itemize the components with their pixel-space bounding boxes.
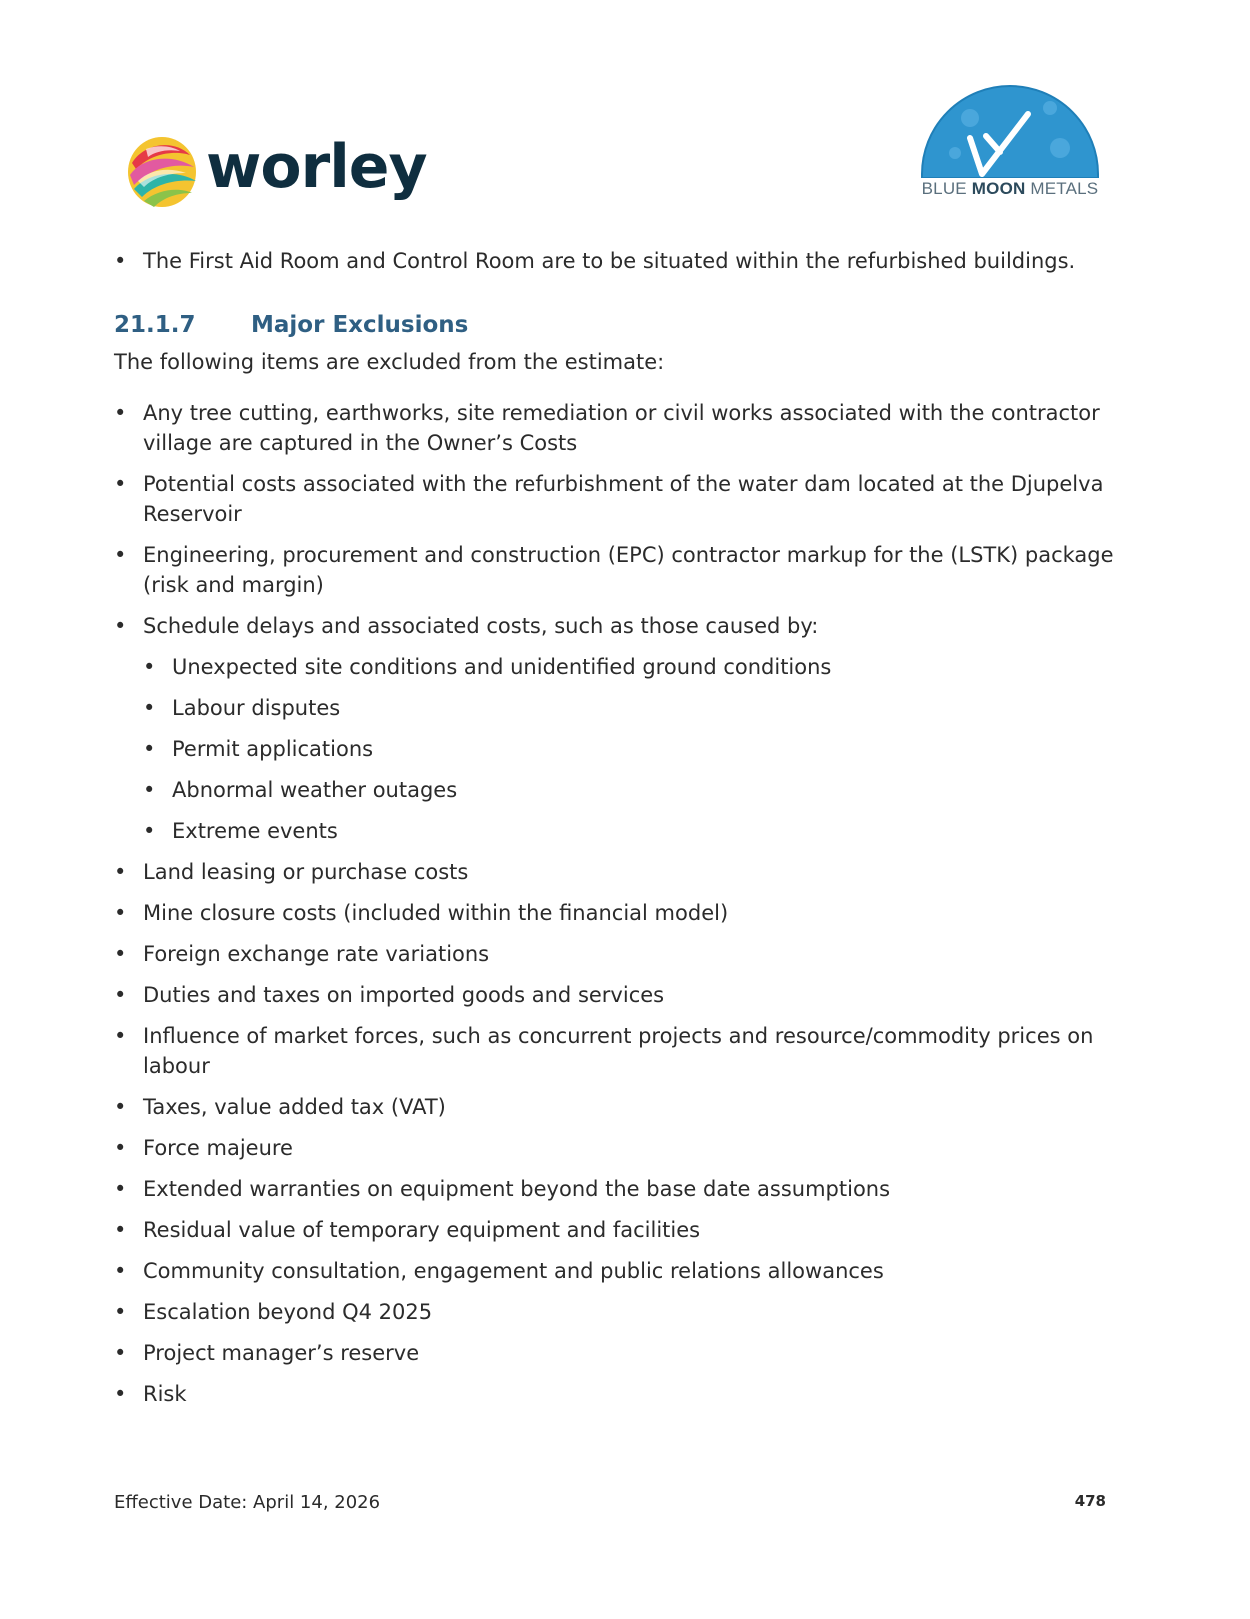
section-title: Major Exclusions: [251, 312, 469, 338]
list-item: • Land leasing or purchase costs: [114, 857, 1124, 887]
exclusions-list: [114, 398, 1124, 1409]
worley-logo-icon: [124, 133, 200, 211]
section-intro: The following items are excluded from the estimate:: [114, 350, 665, 374]
list-item: • Mine closure costs (included within the financial model): [114, 898, 1124, 928]
list-item: • Force majeure: [114, 1133, 1124, 1163]
list-item: • Residual value of temporary equipment and facilities: [114, 1215, 1124, 1245]
page-header: [0, 0, 1250, 230]
blue-moon-metals-logo: [910, 78, 1110, 202]
page-number: 478: [1074, 1492, 1106, 1510]
list-item-text: Schedule delays and associated costs, such as those caused by:: [143, 614, 819, 638]
list-item: • Duties and taxes on imported goods and services: [114, 980, 1124, 1010]
page-content: [114, 246, 1124, 1420]
top-bullet-list: [114, 246, 1124, 276]
worley-logo: [124, 133, 427, 211]
page-footer: [114, 1492, 1104, 1513]
sub-list-item: • Extreme events: [143, 816, 1124, 846]
schedule-delays-sublist: [143, 652, 1124, 846]
section-number: 21.1.7: [114, 312, 196, 338]
blue-moon-metals-text: BLUE MOON METALS: [921, 179, 1099, 198]
list-item: • Project manager’s reserve: [114, 1338, 1124, 1368]
list-item: • The First Aid Room and Control Room are to be situated within the refurbished buildings.: [114, 246, 1124, 276]
worley-wordmark: worley: [206, 132, 427, 202]
sub-list-item: • Permit applications: [143, 734, 1124, 764]
list-item: • Community consultation, engagement and public relations allowances: [114, 1256, 1124, 1286]
sub-list-item: • Abnormal weather outages: [143, 775, 1124, 805]
list-item: • Taxes, value added tax (VAT): [114, 1092, 1124, 1122]
moon-icon: [910, 78, 1110, 178]
effective-date: Effective Date: April 14, 2026: [114, 1492, 381, 1513]
list-item: • Extended warranties on equipment beyond the base date assumptions: [114, 1174, 1124, 1204]
list-item: • Engineering, procurement and construction (EPC) contractor markup for the (LSTK) package (risk and margin): [114, 540, 1124, 600]
list-item: • Potential costs associated with the refurbishment of the water dam located at the Djupelva Reservoir: [114, 469, 1124, 529]
sub-list-item: • Unexpected site conditions and unidentified ground conditions: [143, 652, 1124, 682]
section-heading: [114, 307, 1124, 343]
list-item: • Any tree cutting, earthworks, site remediation or civil works associated with the contractor village are captured in the Owner’s Costs: [114, 398, 1124, 458]
list-item: • Influence of market forces, such as concurrent projects and resource/commodity prices on labour: [114, 1021, 1124, 1081]
list-item: • Foreign exchange rate variations: [114, 939, 1124, 969]
list-item-schedule-delays: [114, 611, 1124, 846]
sub-list-item: • Labour disputes: [143, 693, 1124, 723]
list-item: • Risk: [114, 1379, 1124, 1409]
list-item: • Escalation beyond Q4 2025: [114, 1297, 1124, 1327]
